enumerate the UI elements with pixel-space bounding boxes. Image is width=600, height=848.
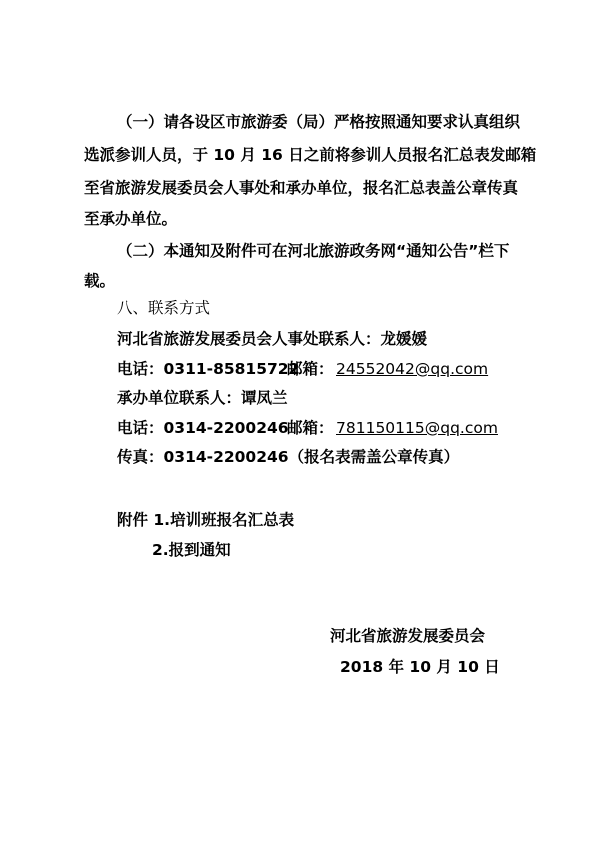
attachment-item-2: 2.报到通知 — [152, 541, 231, 559]
contact2-fax: 传真：0314-2200246（报名表需盖公章传真） — [117, 448, 460, 466]
contact1-email-label: 邮箱： — [287, 360, 334, 378]
attachment-item-1: 附件 1.培训班报名汇总表 — [117, 511, 295, 529]
paragraph1-line2: 选派参训人员，于 10 月 16 日之前将参训人员报名汇总表发邮箱 — [84, 146, 537, 164]
contact2-phone: 电话：0314-2200246 — [117, 419, 289, 437]
paragraph1-line3: 至省旅游发展委员会人事处和承办单位，报名汇总表盖公章传真 — [84, 179, 519, 197]
contact1-phone: 电话：0311-85815722 — [117, 360, 300, 378]
signature-org: 河北省旅游发展委员会 — [330, 627, 486, 645]
paragraph2-line1: （二）本通知及附件可在河北旅游政务网“通知公告”栏下 — [117, 242, 510, 260]
section-heading: 八、联系方式 — [117, 299, 211, 317]
contact1-label: 河北省旅游发展委员会人事处联系人：龙媛媛 — [117, 330, 428, 348]
paragraph1-line4: 至承办单位。 — [84, 210, 178, 228]
contact1-email-link[interactable]: 24552042@qq.com — [336, 360, 489, 378]
signature-date: 2018 年 10 月 10 日 — [340, 658, 500, 676]
paragraph2-line2: 载。 — [84, 272, 116, 290]
contact2-email-label: 邮箱： — [287, 419, 334, 437]
contact2-label: 承办单位联系人：谭凤兰 — [117, 389, 288, 407]
contact2-email-link[interactable]: 781150115@qq.com — [336, 419, 498, 437]
paragraph1-line1: （一）请各设区市旅游委（局）严格按照通知要求认真组织 — [117, 113, 521, 131]
